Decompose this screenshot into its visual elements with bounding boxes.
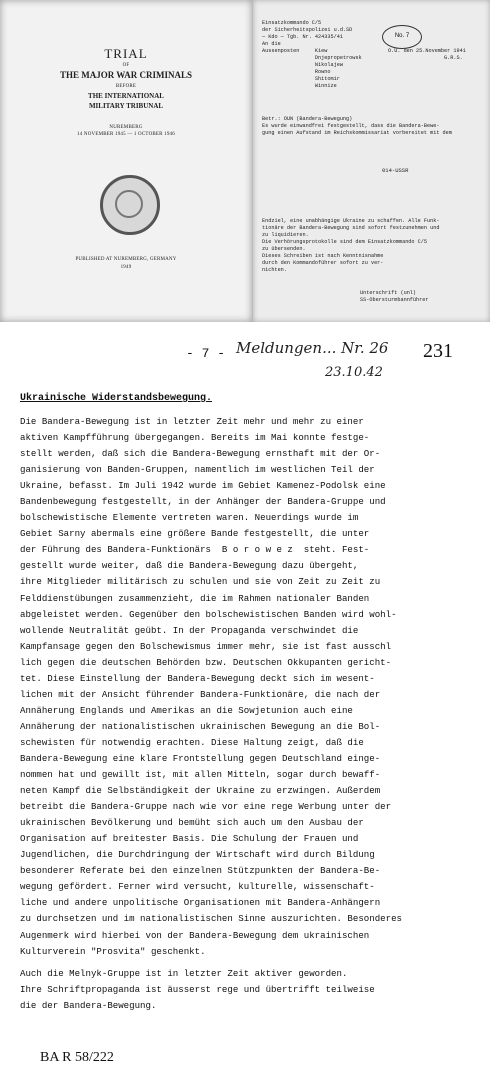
scanned-title-page [0,0,253,322]
section-heading: Ukrainische Widerstandsbewegung. [20,393,213,404]
order-signature: Unterschrift (unl) SS-Obersturmbannführer [360,290,429,303]
handwritten-note-reports: Meldungen... Nr. 26 [236,339,389,357]
order-exhibit-number: 014-USSR [382,167,409,174]
folio-number: 231 [423,340,453,362]
handwritten-note-date: 23.10.42 [325,365,383,380]
title-nuremberg: NUREMBERG [109,125,143,130]
title-year: 1949 [120,265,132,270]
order-body: Endziel, eine unabhängige Ukraine zu schaffen. Alle Funk- tionäre der Bandera-Bewegung sind sofort festzunehmen und zu liquidieren. Die Verhörungsprotokolle sind dem Einsatzkommando C/5 zu übersenden. Dieses Schreiben ist nach Kenntnisnahme durch den Kommandoführer sofort zu ver- nichten. [262,218,440,273]
paragraph-melnyk: Auch die Melnyk-Gruppe ist in letzter Zeit aktiver geworden. Ihre Schriftpropaganda ist äusserst rege und übertrifft teilweise die der Bandera-Bewegung. [20,968,375,1012]
title-international: THE INTERNATIONAL [88,92,164,100]
title-of: OF [122,63,130,68]
title-dates: 14 NOVEMBER 1945 — 1 OCTOBER 1946 [77,132,175,137]
order-subject: Betr.: OUN (Bandera-Bewegung) Es wurde einwandfrei festgestellt, dass die Bandera-Bewe- gung einen Aufstand im Reichskommissariat vorbereitet mit dem [262,116,452,136]
order-date: O.U. den 25.November 1941 G.R.S. [388,48,466,61]
page-marker: - 7 - [186,346,226,361]
title-published: PUBLISHED AT NUREMBERG, GERMANY [75,257,177,262]
title-major-war-criminals: THE MAJOR WAR CRIMINALS [59,70,193,80]
tribunal-seal-icon [100,175,160,235]
title-military-tribunal: MILITARY TRIBUNAL [88,102,164,110]
paragraph-bandera: Die Bandera-Bewegung ist in letzter Zeit mehr und mehr zu einer aktiven Kampfführung übergegangen. Bereits im Mai konnte festge- stellt werden, daß sich die Bandera-Bewegung ernsthaft mit der Or- ganisierung von Banden-Gruppen, namentlich im westlichen Teil der Ukraine, befasst. Im Juli 1942 wurde im Gebiet Kamenez-Podolsk eine Bandenbewegung festgestellt, in der Anhänger der Bandera-Gruppe und bolschewistische Elemente vertreten waren. Neuerdings wurde im Gebiet Sarny abermals eine größere Bande festgestellt, die unter der Führung des Bandera-Funktionärs B o r o w e z steht. Fest- gestellt wurde weiter, daß die Bandera-Bewegung dazu übergeht, ihre Mitglieder militärisch zu schulen und sie von Zeit zu Zeit zu Felddienstübungen zusammenzieht, die im Rahmen nationaler Banden abgeleistet werden. Gegenüber den bolschewistischen Banden wird wohl- wollende Neutralität geübt. In der Propaganda verschwindet die Kampfansage gegen den Bolschewismus immer mehr, sie ist fast ausschl lich gegen die deutschen Behörden bzw. Deutschen Okkupanten gericht- tet. Diese Einstellung der Bandera-Bewegung deckt sich im wesent- lichen mit der Ansicht führender Bandera-Funktionäre, die nach der Annäherung Englands und Amerikas an die Sowjetunion auch eine Annäherung der nationalistischen ukrainischen Bewegung an die Bol- schewisten für notwendig erachten. Diese Haltung zeigt, daß die Bandera-Bewegung eine klare Frontstellung gegen Deutschland einge- nommen hat und gewillt ist, mit allen Mitteln, sogar durch bewaff- neten Kampf die Selbständigkeit der Ukraine zu erzwingen. Außerdem betreibt die Bandera-Gruppe nach wie vor eine rege Werbung unter der ukrainischen Bevölkerung und bemüht sich auch um den Ausbau der Organisation auf breitester Basis. Die Schulung der Frauen und Jugendlichen, die Durchdringung der Wirtschaft wird durch Bildung besonderer Referate bei den einzelnen Stützpunkten der Bandera-Be- wegung gefördert. Ferner wird versucht, kulturelle, wissenschaft- liche und andere unpolitische Organisationen mit Bandera-Anhängern zu durchsetzen und im nationalistischen Sinne auszurichten. Besonderes Augenmerk wird hierbei von der Bandera-Bewegung dem ukrainischen Kulturverein "Prosvita" geschenkt. [20,416,402,957]
title-trial: TRIAL [104,46,148,61]
archive-reference: BA R 58/222 [40,1050,114,1065]
title-before: BEFORE [115,84,137,89]
order-header: Einsatzkommando C/5 der Sicherheitspolizei u.d.SD — Kdo — Tgb. Nr. 424335/41 An die Aussenposten Kiew Dnjepropetrowsk Nikolajew Rowno Shitomir Winnize [262,20,362,89]
document-number-stamp: No. 7 [382,25,422,49]
